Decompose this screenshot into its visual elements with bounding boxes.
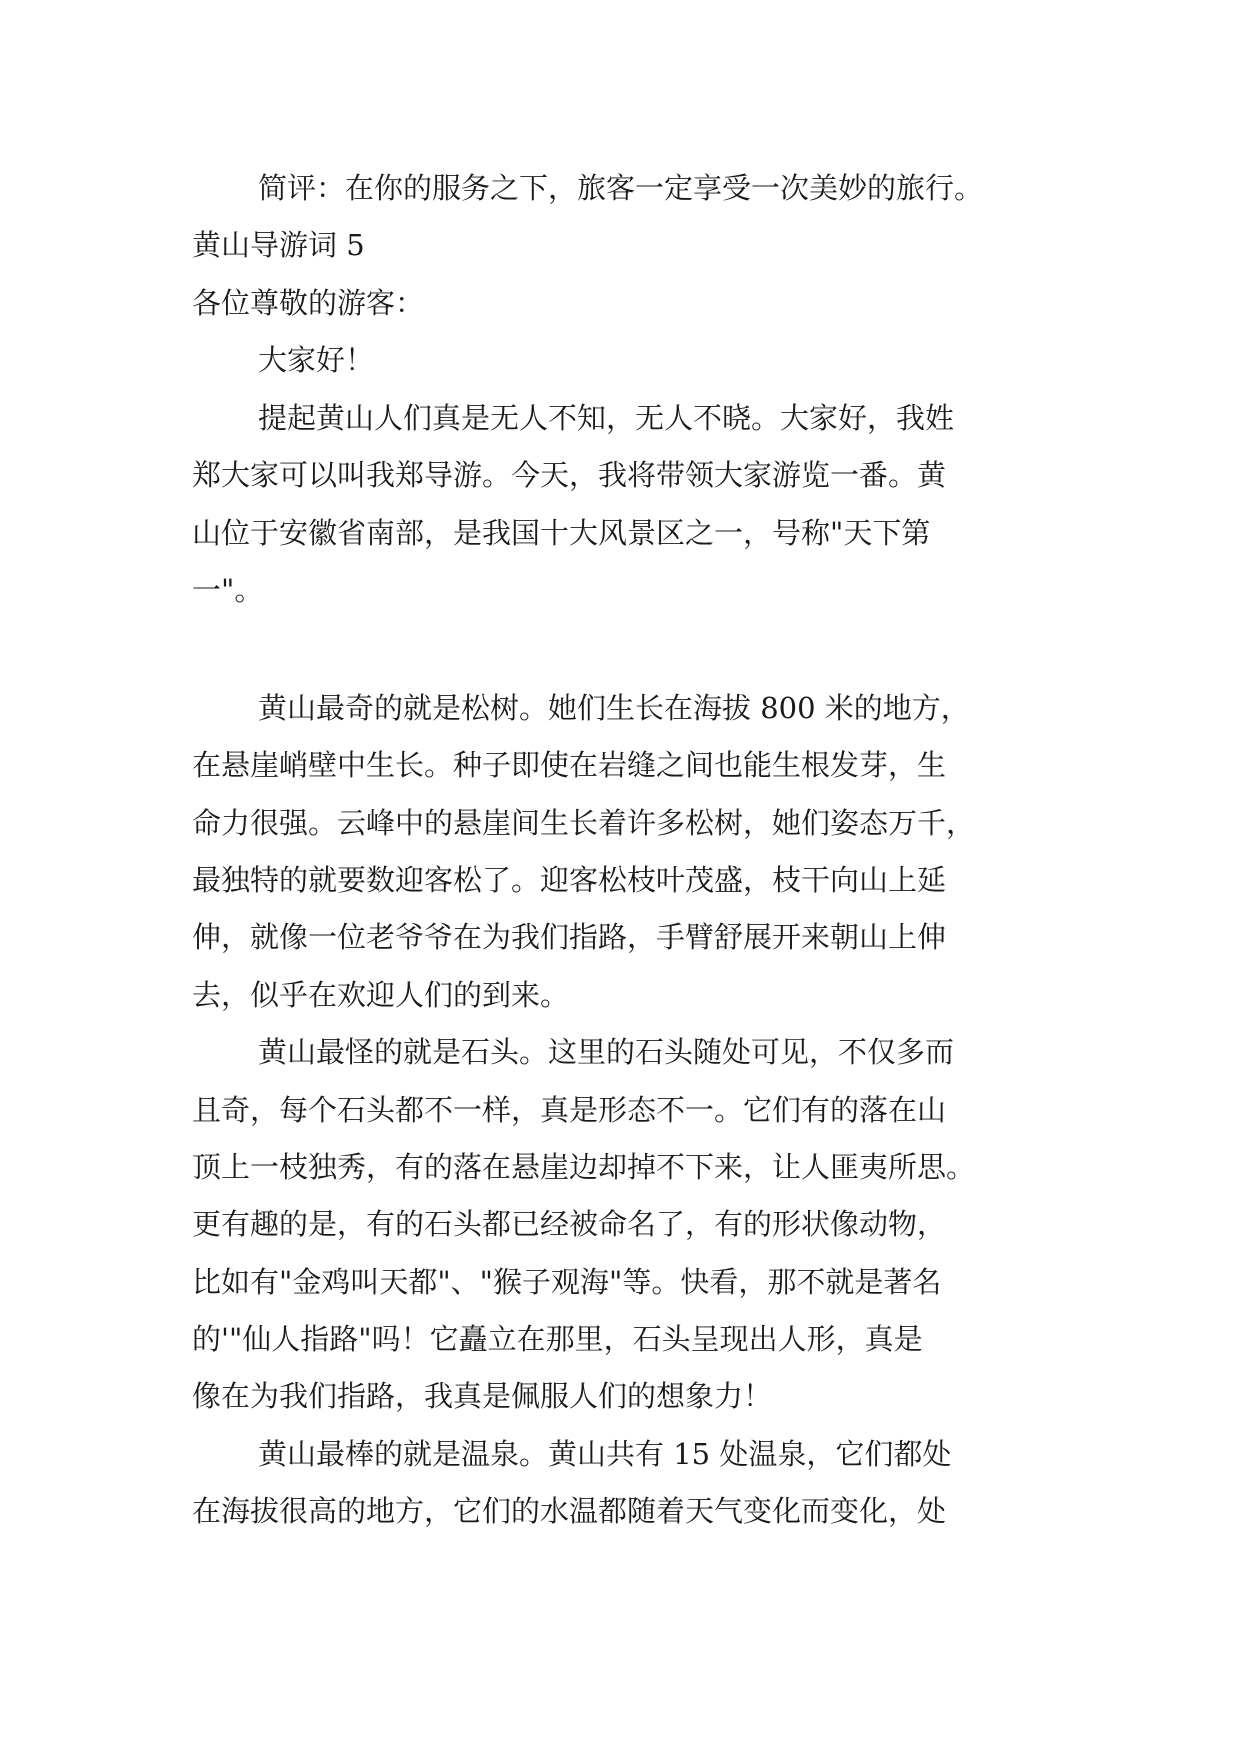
pine-paragraph-line: 黄山最奇的就是松树。她们生长在海拔 800 米的地方，	[258, 691, 970, 725]
spring-paragraph-line: 黄山最棒的就是温泉。黄山共有 15 处温泉，它们都处	[258, 1437, 952, 1471]
greeting-salutation: 各位尊敬的游客：	[192, 286, 425, 320]
pine-paragraph-line: 最独特的就要数迎客松了。迎客松枝叶茂盛，枝干向山上延	[192, 863, 947, 897]
pine-paragraph-line: 命力很强。云峰中的悬崖间生长着许多松树，她们姿态万千，	[192, 806, 976, 840]
intro-paragraph-line: 一"。	[192, 573, 264, 607]
pine-paragraph-line: 去，似乎在欢迎人们的到来。	[192, 978, 570, 1012]
pine-paragraph-line: 伸，就像一位老爷爷在为我们指路，手臂舒展开来朝山上伸	[192, 920, 947, 954]
greeting-hello: 大家好！	[258, 343, 375, 377]
rock-paragraph-line: 比如有"金鸡叫天都"、"猴子观海"等。快看，那不就是著名	[192, 1265, 942, 1299]
rock-paragraph-line: 像在为我们指路，我真是佩服人们的想象力！	[192, 1379, 773, 1413]
rock-paragraph-line: 的'"仙人指路"吗！它矗立在那里，石头呈现出人形，真是	[192, 1322, 923, 1356]
section-heading: 黄山导游词 5	[192, 228, 365, 262]
intro-paragraph-line: 提起黄山人们真是无人不知，无人不晓。大家好，我姓	[258, 401, 955, 435]
review-line: 简评：在你的服务之下，旅客一定享受一次美妙的旅行。	[258, 171, 984, 205]
intro-paragraph-line: 郑大家可以叫我郑导游。今天，我将带领大家游览一番。黄	[192, 458, 947, 492]
intro-paragraph-line: 山位于安徽省南部，是我国十大风景区之一，号称"天下第	[192, 516, 931, 550]
rock-paragraph-line: 顶上一枝独秀，有的落在悬崖边却掉不下来，让人匪夷所思。	[192, 1150, 976, 1184]
spring-paragraph-line: 在海拔很高的地方，它们的水温都随着天气变化而变化，处	[192, 1494, 947, 1528]
rock-paragraph-line: 且奇，每个石头都不一样，真是形态不一。它们有的落在山	[192, 1093, 947, 1127]
rock-paragraph-line: 更有趣的是，有的石头都已经被命名了，有的形状像动物，	[192, 1207, 947, 1241]
pine-paragraph-line: 在悬崖峭壁中生长。种子即使在岩缝之间也能生根发芽，生	[192, 748, 947, 782]
rock-paragraph-line: 黄山最怪的就是石头。这里的石头随处可见，不仅多而	[258, 1035, 955, 1069]
